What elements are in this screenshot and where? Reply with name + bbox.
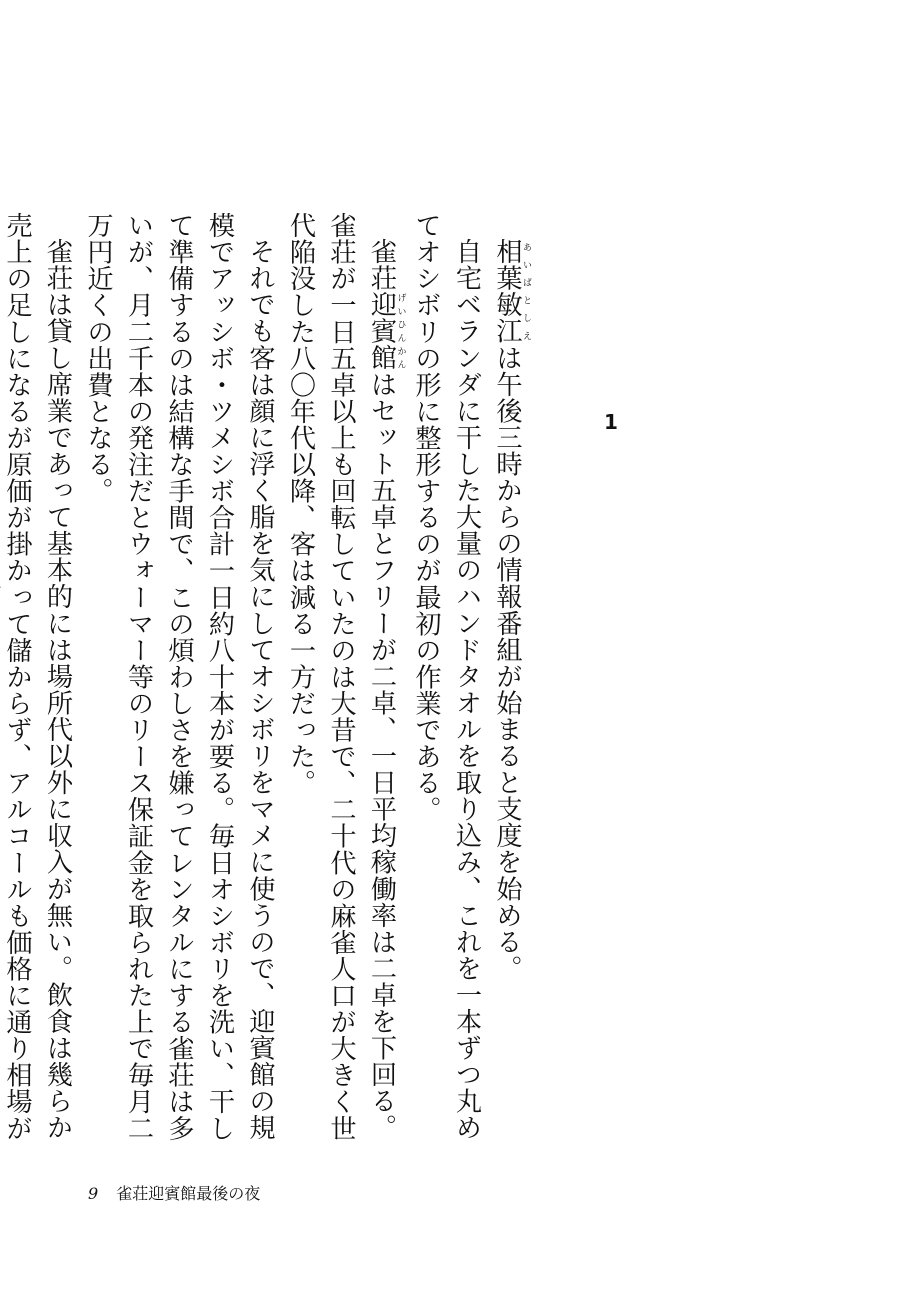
paragraph xyxy=(0,212,78,1162)
ruby-word: 相葉 あいば xyxy=(492,238,531,292)
paragraph xyxy=(78,212,281,1162)
paragraph xyxy=(406,212,487,1162)
paragraph xyxy=(487,212,532,1162)
chapter-number: 1 xyxy=(604,410,618,434)
paragraph xyxy=(280,212,406,1162)
ruby-reading: あいば xyxy=(521,238,531,292)
book-title: 雀荘迎賓館最後の夜 xyxy=(116,1184,261,1203)
page-footer xyxy=(88,1186,260,1202)
paragraph-text: それでも客は顔に浮く脂を気にしてオシボリをマメに使うので、迎賓館の規模でアッシボ・ツメシボ合計一日約八十本が要る。毎日オシボリを洗い、干して準備するのは結構な手間で、この煩わしさを嫌ってレンタルにする雀荘は多いが、月二千本の発注だとウォーマー等のリース保証金を取られた上で毎月二万円近くの出費となる。 xyxy=(83,212,275,1142)
paragraph-text: はセット五卓とフリーが二卓、一日平均稼働率は二卓を下回る。雀荘が一日五卓以上も回転していたのは大昔で、二十代の麻雀人口が大きく世代陥没した八〇年代以降、客は減る一方だった。 xyxy=(285,212,397,1142)
ruby-word: 迎賓館 げいひんかん xyxy=(366,291,406,371)
paragraph-text: 雀荘 xyxy=(366,238,397,292)
body-text xyxy=(0,212,531,1162)
paragraph-text: 自宅ベランダに干した大量のハンドタオルを取り込み、これを一本ずつ丸めてオシボリの形に整形するのが最初の作業である。 xyxy=(411,212,482,1141)
ruby-reading: としえ xyxy=(521,291,531,345)
page-number: 9 xyxy=(88,1184,99,1203)
paragraph-text: 雀荘は貸し席業であって基本的には場所代以外に収入が無い。飲食は幾らか売上の足しになるが原価が掛かって儲からず、アルコールも価格に通り相場が xyxy=(2,212,73,1142)
ruby-reading xyxy=(0,584,1,611)
ruby-word: 敏江 としえ xyxy=(492,291,531,345)
ruby-reading: げいひんかん xyxy=(395,291,406,371)
paragraph-text: は午後三時からの情報番組が始まると支度を始める。 xyxy=(492,344,522,982)
